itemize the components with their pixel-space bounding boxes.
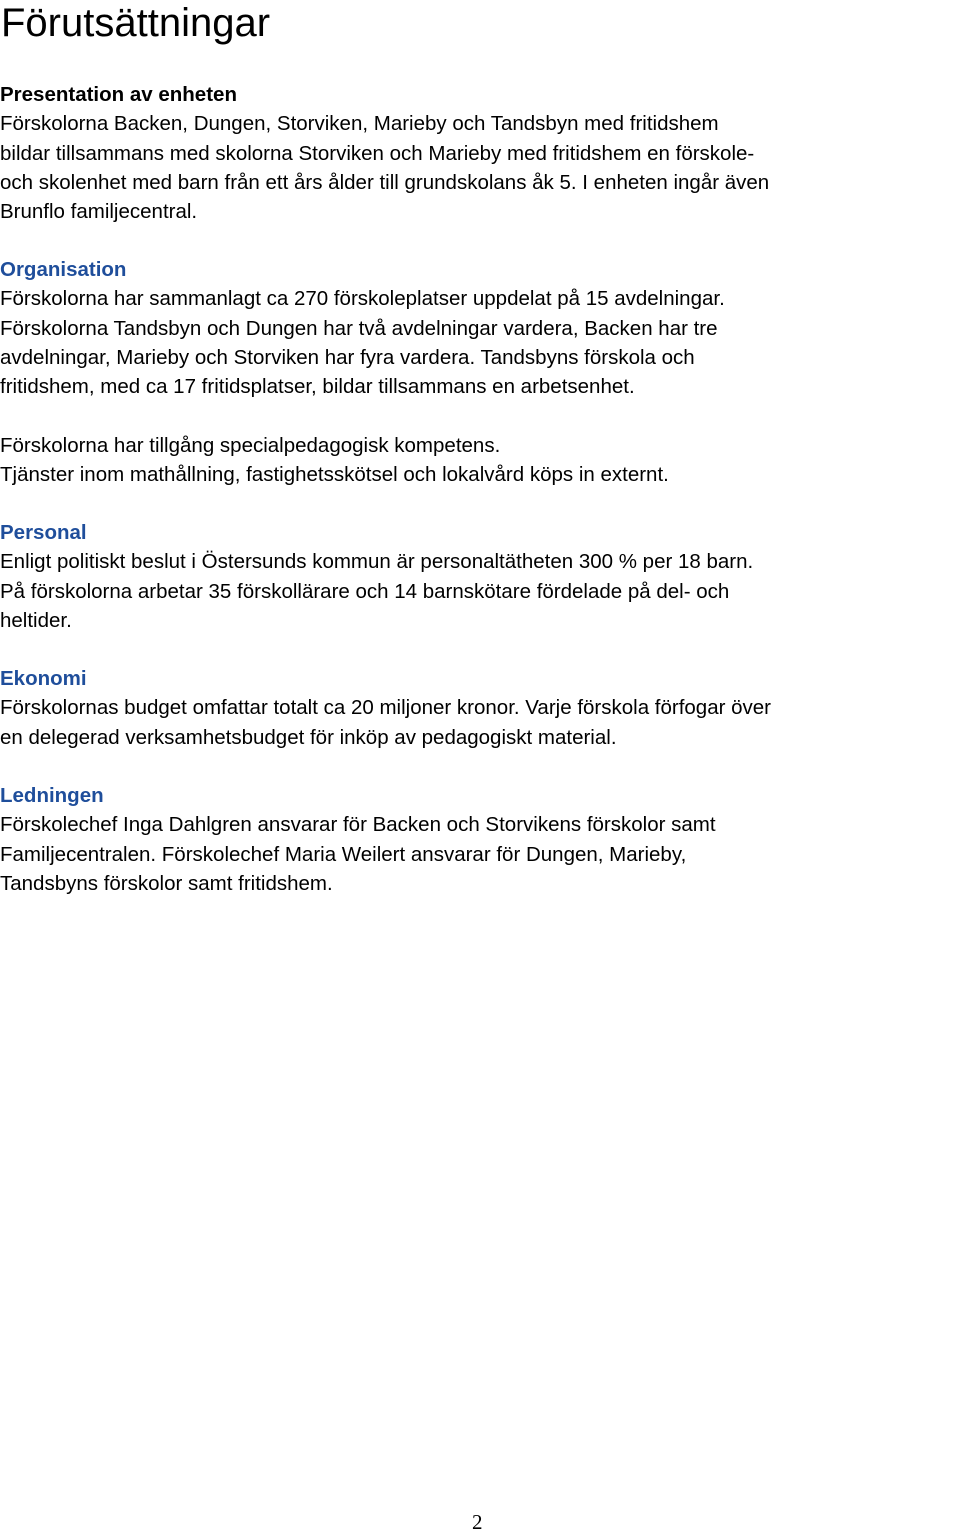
paragraph-line: Tjänster inom mathållning, fastighetsskötsel och lokalvård köps in externt. — [0, 463, 669, 487]
paragraph-line: avdelningar, Marieby och Storviken har fyra vardera. Tandsbyns förskola och — [0, 345, 695, 369]
section-ledningen — [0, 781, 960, 898]
paragraph-line: Förskolorna har tillgång specialpedagogisk kompetens. — [0, 433, 501, 457]
section-personal — [0, 518, 960, 635]
page-number: 2 — [472, 1510, 483, 1534]
paragraph-line: en delegerad verksamhetsbudget för inköp av pedagogiskt material. — [0, 725, 617, 749]
paragraph-line: bildar tillsammans med skolorna Storviken och Marieby med fritidshem en förskole- — [0, 141, 755, 165]
section-heading-personal: Personal — [0, 521, 87, 544]
paragraph-line: Familjecentralen. Förskolechef Maria Weilert ansvarar för Dungen, Marieby, — [0, 842, 687, 866]
section-presentation — [0, 80, 960, 226]
paragraph-line: och skolenhet med barn från ett års ålder till grundskolans åk 5. I enheten ingår även — [0, 170, 770, 194]
paragraph-spacer — [0, 401, 960, 430]
section-heading-ledningen: Ledningen — [0, 784, 104, 807]
paragraph-line: heltider. — [0, 608, 72, 632]
section-heading-ekonomi: Ekonomi — [0, 667, 87, 690]
section-organisation — [0, 255, 960, 489]
paragraph-line: Förskolorna har sammanlagt ca 270 förskoleplatser uppdelat på 15 avdelningar. — [0, 287, 725, 311]
paragraph-line: Förskolornas budget omfattar totalt ca 20 miljoner kronor. Varje förskola förfogar över — [0, 696, 772, 720]
page-title: Förutsättningar — [1, 1, 271, 45]
paragraph-line: Förskolorna Tandsbyn och Dungen har två avdelningar vardera, Backen har tre — [0, 316, 718, 340]
section-heading-presentation: Presentation av enheten — [0, 83, 237, 106]
section-heading-organisation: Organisation — [0, 258, 127, 281]
paragraph-line: Tandsbyns förskolor samt fritidshem. — [0, 871, 333, 895]
paragraph-line: På förskolorna arbetar 35 förskollärare och 14 barnskötare fördelade på del- och — [0, 579, 730, 603]
paragraph-line: Förskolechef Inga Dahlgren ansvarar för Backen och Storvikens förskolor samt — [0, 813, 716, 837]
paragraph-line: Brunflo familjecentral. — [0, 200, 198, 224]
section-ekonomi — [0, 664, 960, 752]
paragraph-line: Enligt politiskt beslut i Östersunds kommun är personaltätheten 300 % per 18 barn. — [0, 550, 754, 574]
paragraph-line: fritidshem, med ca 17 fritidsplatser, bildar tillsammans en arbetsenhet. — [0, 375, 635, 399]
paragraph-line: Förskolorna Backen, Dungen, Storviken, Marieby och Tandsbyn med fritidshem — [0, 112, 719, 136]
